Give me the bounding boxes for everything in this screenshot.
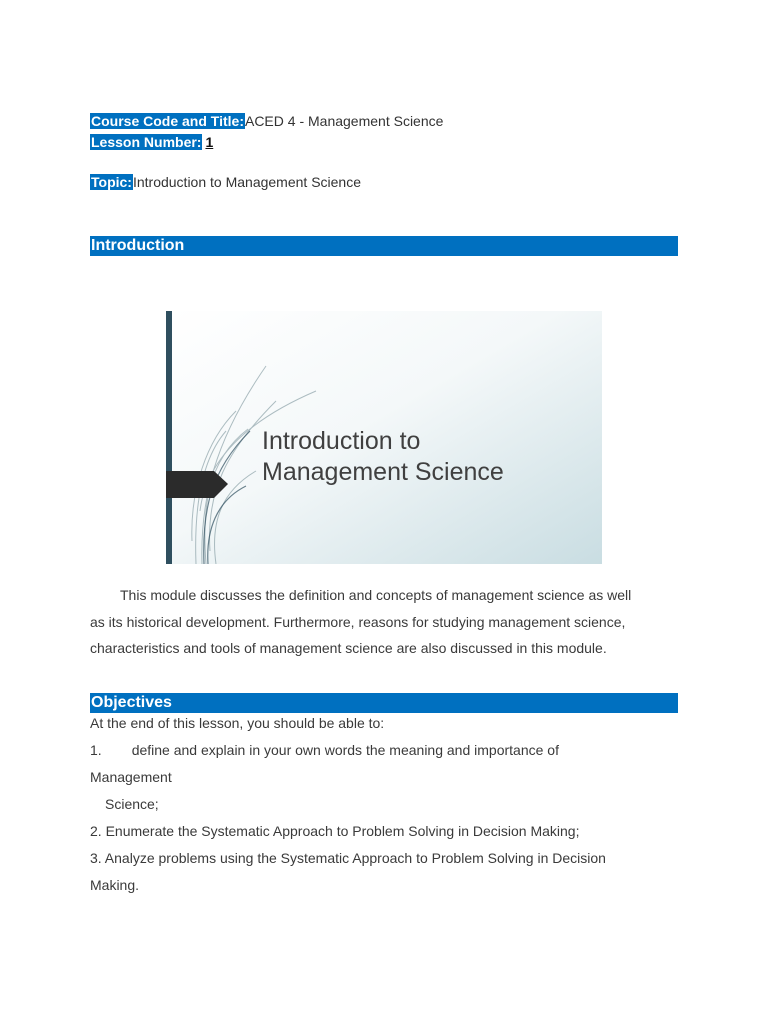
paragraph-line: This module discusses the definition and concepts of management science as well [120,587,632,603]
topic-label: Topic: [91,174,132,190]
objective-item-1 [90,742,559,758]
introduction-heading: Introduction [91,237,185,254]
topic-value: Introduction to Management Science [132,174,361,190]
objective-item-1-number: 1. [90,742,102,758]
objectives-heading-bar [90,693,678,713]
lesson-number: 1 [205,134,214,150]
introduction-heading-bar [90,236,678,256]
topic-line [90,174,361,190]
objective-item-2: 2. Enumerate the Systematic Approach to Problem Solving in Decision Making; [90,823,580,839]
slide-graphic [166,311,602,564]
objectives-intro: At the end of this lesson, you should be able to: [90,715,385,731]
course-value: ACED 4 - Management Science [244,113,444,129]
paragraph-line: as its historical development. Furthermore, reasons for studying management science, [90,613,626,630]
objective-item-1-continuation: Management [90,769,172,785]
lesson-line [90,134,213,150]
slide-title-line1: Introduction to [262,427,421,455]
objective-item-3-continuation: Making. [90,877,140,893]
paragraph-line: characteristics and tools of management science are also discussed in this module. [90,640,607,656]
course-label: Course Code and Title: [91,113,244,129]
slide-title-line2: Management Science [262,458,504,486]
introduction-paragraph [90,582,680,662]
lesson-label: Lesson Number: [91,134,202,150]
objective-item-3: 3. Analyze problems using the Systematic Approach to Problem Solving in Decision [90,850,606,866]
objectives-heading: Objectives [91,694,172,711]
objective-item-1-text: define and explain in your own words the meaning and importance of [131,742,559,758]
slide-vertical-bar [166,311,172,564]
objective-item-1-continuation: Science; [105,796,159,812]
slide-image [166,311,602,564]
course-line [90,113,443,129]
